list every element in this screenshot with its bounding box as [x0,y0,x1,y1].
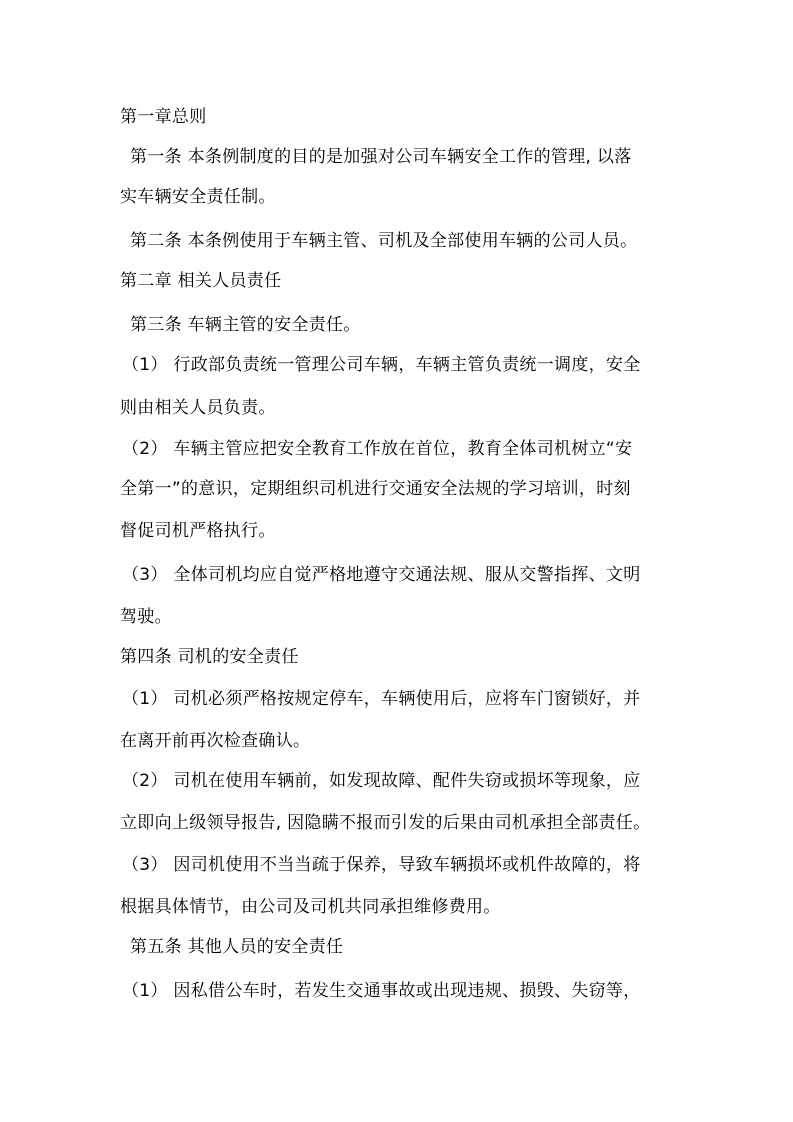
chapter-1-heading: 第一章总则 [120,107,207,127]
article-3-item-3-line-1: （3） 全体司机均应自觉严格地遵守交通法规、服从交警指挥、文明 [122,565,641,585]
article-3-item-1-line-2: 则由相关人员负责。 [120,398,276,418]
chapter-2-heading: 第二章 相关人员责任 [120,271,282,291]
article-3-item-1-line-1: （1） 行政部负责统一管理公司车辆，车辆主管负责统一调度，安全 [122,355,641,375]
article-4: 第四条 司机的安全责任 [120,647,299,667]
article-5-item-1-line-1: （1） 因私借公车时，若发生交通事故或出现违规、损毁、失窃等， [122,981,641,1001]
article-3-item-2-line-1: （2） 车辆主管应把安全教育工作放在首位，教育全体司机树立“安 [122,439,633,459]
article-4-item-3-line-2: 根据具体情节，由公司及司机共同承担维修费用。 [120,897,501,917]
article-3-item-3-line-2: 驾驶。 [120,607,172,627]
article-3: 第三条 车辆主管的安全责任。 [130,315,361,335]
article-4-item-2-line-1: （2） 司机在使用车辆前，如发现故障、配件失窃或损坏等现象，应 [122,771,641,791]
article-1-line-2: 实车辆安全责任制。 [120,187,276,207]
article-3-item-2-line-2: 全第一”的意识，定期组织司机进行交通安全法规的学习培训，时刻 [120,479,631,499]
article-4-item-1-line-2: 在离开前再次检查确认。 [120,731,311,751]
article-3-item-2-line-3: 督促司机严格执行。 [120,521,276,541]
article-1-line-1: 第一条 本条例制度的目的是加强对公司车辆安全工作的管理, 以落 [130,147,632,167]
article-4-item-3-line-1: （3） 因司机使用不当当疏于保养，导致车辆损坏或机件故障的，将 [122,855,641,875]
article-4-item-2-line-2: 立即向上级领导报告, 因隐瞒不报而引发的后果由司机承担全部责任。 [120,813,651,833]
article-5: 第五条 其他人员的安全责任 [130,937,344,957]
article-4-item-1-line-1: （1） 司机必须严格按规定停车，车辆使用后，应将车门窗锁好，并 [122,689,641,709]
article-2: 第二条 本条例使用于车辆主管、司机及全部使用车辆的公司人员。 [130,231,638,251]
